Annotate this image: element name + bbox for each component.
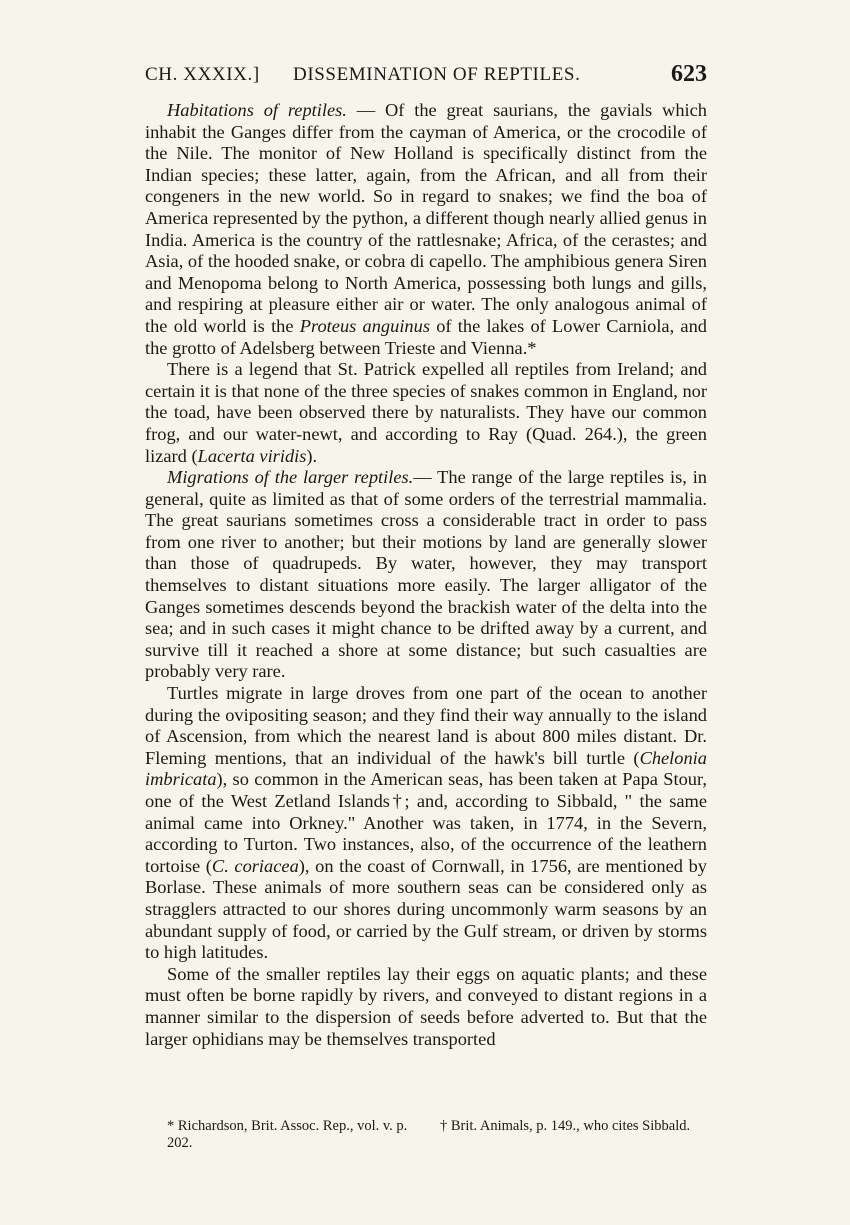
paragraph-ireland xyxy=(145,359,707,467)
section-heading-habitations: Habitations of reptiles. xyxy=(167,100,347,120)
paragraph-text: ). xyxy=(306,445,318,466)
paragraph-text: Some of the smaller reptiles lay their eggs on aquatic plants; and these must often be borne rapidly by rivers, and conveyed to distant regions in a manner similar to the dispersion of seeds before adverted to. But that the larger ophidians may be themselves transported xyxy=(145,963,707,1049)
chapter-label: CH. XXXIX.] xyxy=(145,64,260,85)
section-heading-migrations: Migrations of the larger reptiles. xyxy=(167,467,414,488)
paragraph-habitations xyxy=(145,100,707,359)
footnote-richardson: * Richardson, Brit. Assoc. Rep., vol. v. p. 202. xyxy=(167,1118,408,1151)
footnote-brit-animals: † Brit. Animals, p. 149., who cites Sibbald. xyxy=(440,1118,691,1134)
paragraph-migrations xyxy=(145,467,707,683)
paragraph-text: Turtles migrate in large droves from one part of the ocean to another during the ovipositing season; and they find their way annually to the island of Ascension, from which the nearest land is about 800 miles distant. Dr. Fleming mentions, that an individual of the hawk's bill turtle ( xyxy=(145,683,707,768)
body-text xyxy=(145,100,707,1050)
species-name: Lacerta viridis xyxy=(197,445,307,466)
paragraph-text: — The range of the large reptiles is, in general, quite as limited as that of some orders of the terrestrial mammalia. The great saurians sometimes cross a considerable tract in order to pass from one river to another; but their motions by land are generally slower than those of quadrupeds. By water, however, they may transport themselves to distant situations more easily. The larger alligator of the Ganges sometimes descends beyond the brackish water of the delta into the sea; and in such cases it might chance to be drifted away by a current, and survive till it reached a shore at some distance; but such casualties are probably very rare. xyxy=(145,467,708,682)
page-number: 623 xyxy=(671,61,707,87)
species-name: C. coriacea xyxy=(211,855,299,876)
paragraph-turtles xyxy=(145,683,707,964)
running-header xyxy=(145,61,707,90)
paragraph-text: There is a legend that St. Patrick expelled all reptiles from Ireland; and certain it is that none of the three species of snakes common in England, nor the toad, have been observed there by naturalists. They have our common frog, and our water-newt, and according to Ray (Quad. 264.), the green lizard ( xyxy=(145,359,707,466)
paragraph-smaller-reptiles xyxy=(145,964,707,1050)
paragraph-text: ), so common in the American seas, has been taken at Papa Stour, one of the West Zetland Islands†; and, according to Sibbald, " the same animal came into Orkney." Another was taken, in 1774, in the Severn, according to Turton. Two instances, also, of the occurrence of the leathern tortoise ( xyxy=(145,769,707,876)
species-name: Proteus anguinus xyxy=(299,315,430,336)
paragraph-text: — Of the great saurians, the gavials which inhabit the Ganges differ from the cayman of America, or the crocodile of the Nile. The monitor of New Holland is specifically distinct from the Indian species; these latter, again, from the African, and all from their congeners in the new world. So in regard to snakes; we find the boa of America represented by the python, a different though nearly allied genus in India. America is the country of the rattlesnake; Africa, of the cerastes; and Asia, of the hooded snake, or cobra di capello. The amphibious genera Siren and Menopoma belong to North America, possessing both lungs and gills, and respiring at pleasure either air or water. The only analogous animal of the old world is the xyxy=(145,100,707,336)
paragraph-text: ), on the coast of Cornwall, in 1756, are mentioned by Borlase. These animals of more southern seas can be considered only as stragglers attracted to our shores during uncommonly warm seasons by an abundant supply of food, or carried by the Gulf stream, or driven by storms to high latitudes. xyxy=(145,855,707,963)
running-title: DISSEMINATION OF REPTILES. xyxy=(293,64,581,85)
paragraph-text: of the lakes of Lower Carniola, and the grotto of Adelsberg between Trieste and Vienna.* xyxy=(145,315,707,358)
species-name: Chelonia imbricata xyxy=(145,747,707,790)
